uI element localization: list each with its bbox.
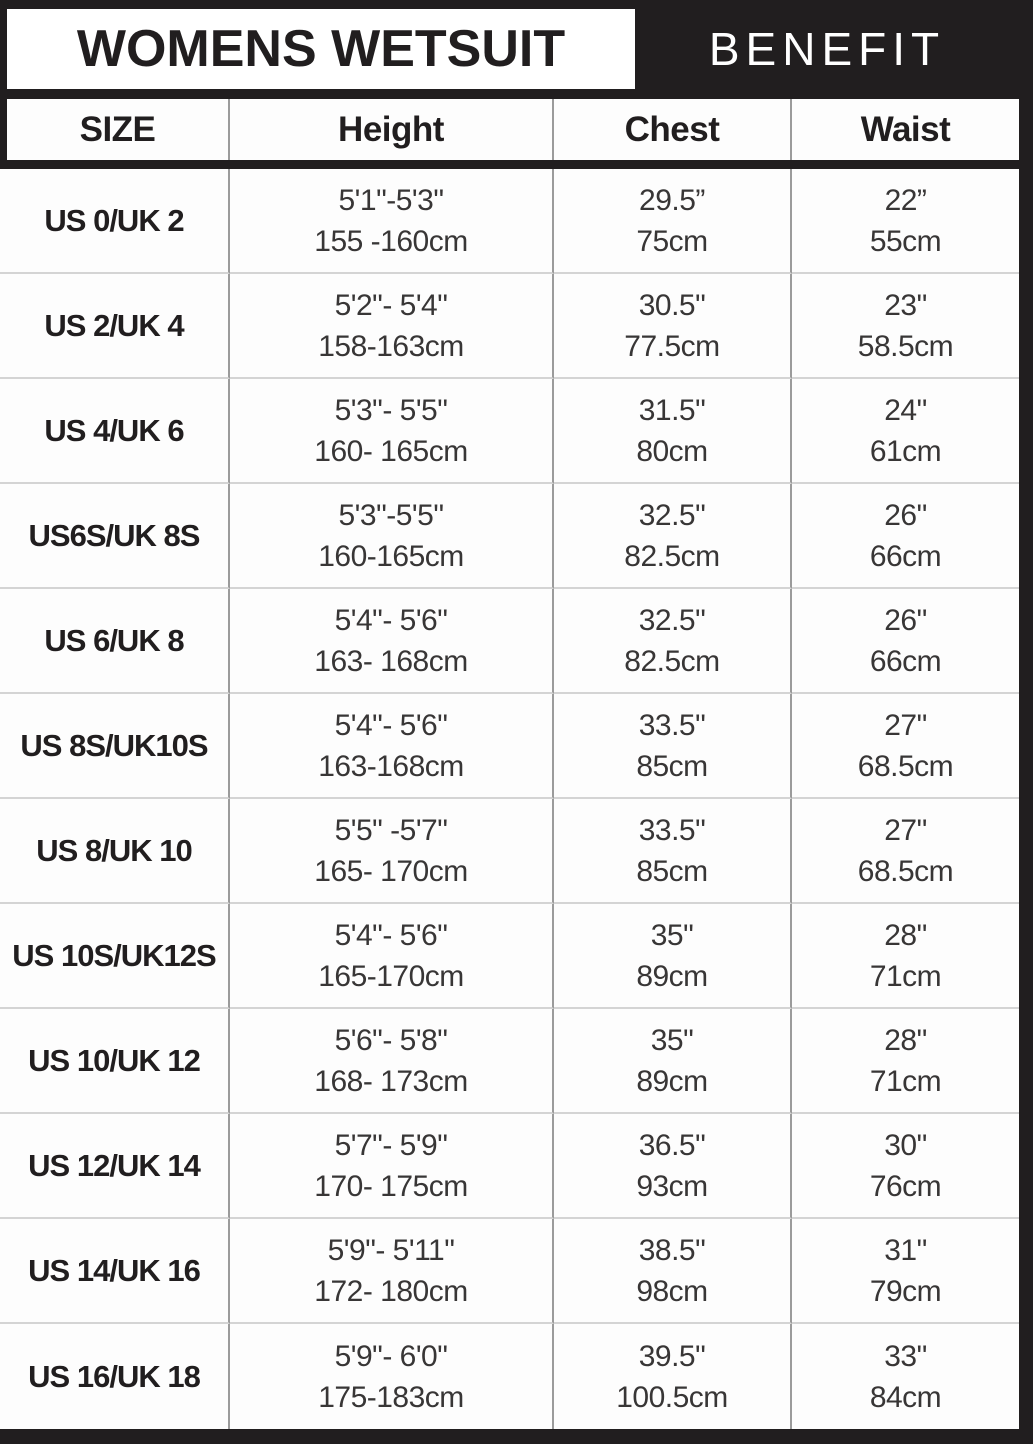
chest-imperial: 29.5” — [639, 183, 705, 217]
title-band — [0, 9, 1019, 89]
height-metric: 163-168cm — [318, 749, 464, 783]
waist-cell — [792, 379, 1019, 484]
chest-metric: 93cm — [636, 1169, 708, 1203]
height-metric: 160- 165cm — [314, 434, 468, 468]
bottom-border — [0, 1429, 1033, 1444]
waist-cell — [792, 1219, 1019, 1324]
waist-imperial: 33" — [884, 1339, 927, 1373]
waist-imperial: 28" — [884, 918, 927, 952]
chest-imperial: 35" — [650, 1023, 694, 1057]
waist-metric: 55cm — [869, 224, 942, 258]
size-cell: US 6/UK 8 — [0, 589, 230, 694]
waist-metric: 84cm — [869, 1380, 942, 1414]
chest-metric: 85cm — [636, 749, 708, 783]
chest-imperial: 32.5" — [638, 603, 706, 637]
column-header-waist: Waist — [860, 109, 951, 149]
height-imperial: 5'3"- 5'5" — [334, 393, 448, 427]
chest-cell — [554, 1219, 792, 1324]
page-title: WOMENS WETSUIT — [76, 20, 566, 78]
height-metric: 170- 175cm — [314, 1169, 468, 1203]
chest-metric: 77.5cm — [624, 329, 720, 363]
height-imperial: 5'1"-5'3" — [338, 183, 444, 217]
waist-imperial: 24" — [884, 393, 927, 427]
waist-metric: 68.5cm — [857, 854, 954, 888]
waist-cell — [792, 1114, 1019, 1219]
height-metric: 160-165cm — [318, 539, 464, 573]
chest-cell — [554, 1324, 792, 1429]
chest-metric: 100.5cm — [616, 1380, 728, 1414]
height-cell — [230, 274, 554, 379]
chest-metric: 98cm — [636, 1274, 708, 1308]
waist-metric: 66cm — [869, 539, 942, 573]
height-imperial: 5'9"- 6'0" — [334, 1339, 448, 1373]
height-cell — [230, 484, 554, 589]
waist-metric: 79cm — [869, 1274, 942, 1308]
size-cell: US 16/UK 18 — [0, 1324, 230, 1429]
chest-imperial: 30.5" — [638, 288, 706, 322]
height-metric: 158-163cm — [318, 329, 464, 363]
height-imperial: 5'6"- 5'8" — [334, 1023, 448, 1057]
column-header-chest: Chest — [554, 99, 792, 160]
title-box — [7, 9, 635, 89]
size-cell: US 10S/UK12S — [0, 904, 230, 1009]
height-cell — [230, 169, 554, 274]
brand-box — [635, 9, 1019, 89]
height-imperial: 5'4"- 5'6" — [334, 603, 448, 637]
waist-imperial: 26" — [884, 603, 927, 637]
height-cell — [230, 1114, 554, 1219]
chest-metric: 89cm — [636, 1064, 708, 1098]
size-cell: US6S/UK 8S — [0, 484, 230, 589]
waist-cell — [792, 169, 1019, 274]
height-imperial: 5'7"- 5'9" — [334, 1128, 448, 1162]
waist-cell — [792, 694, 1019, 799]
size-cell: US 12/UK 14 — [0, 1114, 230, 1219]
chest-imperial: 35" — [650, 918, 694, 952]
size-cell: US 8/UK 10 — [0, 799, 230, 904]
height-imperial: 5'3"-5'5" — [338, 498, 444, 532]
height-cell — [230, 1009, 554, 1114]
height-cell — [230, 799, 554, 904]
top-border — [0, 0, 1033, 9]
height-metric: 165- 170cm — [314, 854, 468, 888]
height-cell — [230, 379, 554, 484]
chest-cell — [554, 799, 792, 904]
chest-metric: 75cm — [636, 224, 708, 258]
chest-cell — [554, 484, 792, 589]
waist-imperial: 30" — [884, 1128, 927, 1162]
waist-cell — [792, 799, 1019, 904]
chest-metric: 80cm — [636, 434, 708, 468]
height-metric: 168- 173cm — [314, 1064, 468, 1098]
height-imperial: 5'4"- 5'6" — [334, 918, 448, 952]
chest-imperial: 33.5" — [638, 813, 706, 847]
chest-cell — [554, 274, 792, 379]
chest-cell — [554, 1009, 792, 1114]
size-chart-table — [0, 169, 1019, 1429]
height-cell — [230, 1219, 554, 1324]
waist-imperial: 27" — [884, 813, 927, 847]
waist-imperial: 28" — [884, 1023, 927, 1057]
height-cell — [230, 694, 554, 799]
chest-imperial: 31.5" — [638, 393, 706, 427]
column-header-height: Height — [230, 99, 554, 160]
waist-metric: 71cm — [869, 959, 942, 993]
waist-imperial: 26" — [884, 498, 927, 532]
title-divider — [0, 89, 1033, 99]
size-cell: US 4/UK 6 — [0, 379, 230, 484]
waist-metric: 68.5cm — [857, 749, 954, 783]
chest-imperial: 33.5" — [638, 708, 706, 742]
waist-cell — [792, 1009, 1019, 1114]
chest-imperial: 32.5" — [638, 498, 706, 532]
waist-cell — [792, 589, 1019, 694]
size-cell: US 14/UK 16 — [0, 1219, 230, 1324]
chest-metric: 82.5cm — [624, 644, 720, 678]
height-imperial: 5'2"- 5'4" — [334, 288, 448, 322]
header-divider — [0, 160, 1033, 169]
waist-metric: 66cm — [869, 644, 942, 678]
waist-metric: 71cm — [869, 1064, 942, 1098]
right-border — [1019, 0, 1033, 1444]
height-imperial: 5'5" -5'7" — [334, 813, 448, 847]
waist-imperial: 27" — [884, 708, 927, 742]
chest-metric: 85cm — [636, 854, 708, 888]
waist-imperial: 31" — [884, 1233, 927, 1267]
size-cell: US 10/UK 12 — [0, 1009, 230, 1114]
column-header-size: SIZE — [7, 99, 230, 160]
waist-metric: 76cm — [869, 1169, 942, 1203]
height-metric: 163- 168cm — [314, 644, 468, 678]
chest-metric: 82.5cm — [624, 539, 720, 573]
height-cell — [230, 904, 554, 1009]
height-imperial: 5'9"- 5'11" — [327, 1233, 455, 1267]
chest-imperial: 36.5" — [638, 1128, 706, 1162]
chest-metric: 89cm — [636, 959, 708, 993]
chest-cell — [554, 379, 792, 484]
height-metric: 172- 180cm — [314, 1274, 468, 1308]
waist-imperial: 23" — [884, 288, 927, 322]
chest-imperial: 39.5" — [638, 1339, 706, 1373]
waist-cell — [792, 484, 1019, 589]
waist-cell — [792, 274, 1019, 379]
table-header-row — [0, 99, 1019, 160]
waist-cell — [792, 904, 1019, 1009]
brand-name: BENEFIT — [708, 23, 946, 75]
height-metric: 165-170cm — [318, 959, 464, 993]
chest-cell — [554, 1114, 792, 1219]
chest-cell — [554, 694, 792, 799]
waist-metric: 61cm — [869, 434, 942, 468]
waist-imperial: 22” — [884, 183, 927, 217]
chest-cell — [554, 589, 792, 694]
height-metric: 175-183cm — [318, 1380, 464, 1414]
height-cell — [230, 1324, 554, 1429]
height-metric: 155 -160cm — [314, 224, 468, 258]
size-cell: US 2/UK 4 — [0, 274, 230, 379]
waist-cell — [792, 1324, 1019, 1429]
chest-cell — [554, 169, 792, 274]
chest-cell — [554, 904, 792, 1009]
height-cell — [230, 589, 554, 694]
size-cell: US 0/UK 2 — [0, 169, 230, 274]
chest-imperial: 38.5" — [638, 1233, 706, 1267]
waist-metric: 58.5cm — [857, 329, 954, 363]
size-cell: US 8S/UK10S — [0, 694, 230, 799]
height-imperial: 5'4"- 5'6" — [334, 708, 448, 742]
